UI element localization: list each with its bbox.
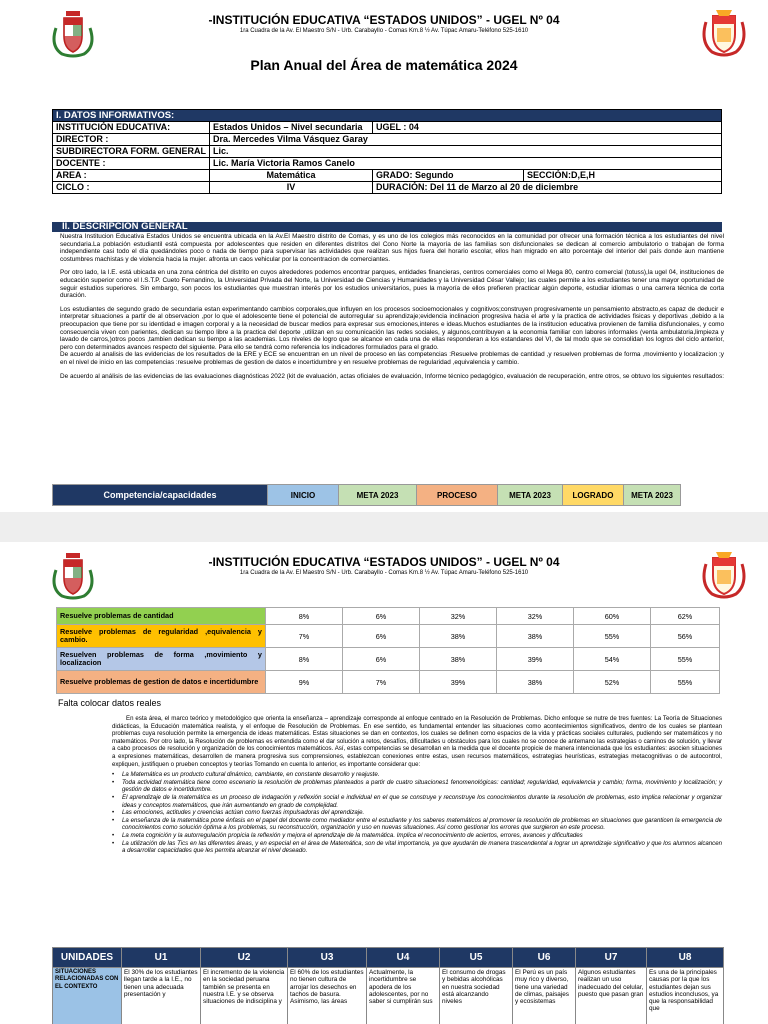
descripcion-paragraph: Nuestra Institucion Educativa Estados Unidos se encuentra ubicada en la Av.El Maestro distrito de Comas, y es uno de los colegios más reconocidos en la comunidad por ofrecer una formación técnica a los estudiantes del nivel secundaria.La población estudiantil está compuesta por adolescentes que residen en diferentes distritos del Cono Norte la mayoría de las familias son disfuncionales se dedican al comercio ambulatorio o trabajan de forma independiente casi todo el día quedándoles poco o nada de tiempo para supervisar las actividades que realizan sus hijos fuera del horario escolar, ellos han migrado en alto porcentaje del interior del país donde aun mantiene costumbres machistas y de violencia hacia la mujer. afronta un caos vehicular por la concentracion de comerciantes. xyxy=(60,233,724,263)
descripcion-heading: II. DESCRIPCIÓN GENERAL xyxy=(52,222,722,232)
ie-value: Estados Unidos – Nivel secundaria xyxy=(210,122,373,134)
result-cell: 6% xyxy=(343,608,420,625)
unidades-header-row xyxy=(53,948,724,968)
unit-cell: Algunos estudiantes realizan un uso inadecuado del celular, puesto que pasan gran xyxy=(576,968,647,1024)
header xyxy=(0,555,768,576)
result-cell: 52% xyxy=(574,671,651,694)
result-cell: 60% xyxy=(574,608,651,625)
unit-header-u8: U8 xyxy=(647,948,724,968)
list-item: • La enseñanza de la matemática pone énfasis en el papel del docente como mediador entre el estudiante y los saberes matemáticos al promover la resolución de problemas en situaciones que garanticen la emergencia de conocimientos como solución óptima a los problemas, su reconstrucción, organización y uso en nuevas situaciones. Así como gestionar los errores que surgieron en este proceso. xyxy=(122,817,722,832)
unit-header-u6: U6 xyxy=(513,948,576,968)
unit-header-u1: U1 xyxy=(122,948,201,968)
result-cell: 9% xyxy=(266,671,343,694)
note-falta-datos: Falta colocar datos reales xyxy=(58,698,162,708)
subdirectora-label: SUBDIRECTORA FORM. GENERAL xyxy=(53,146,210,158)
resultados-row xyxy=(57,648,720,671)
ugel-value: UGEL : 04 xyxy=(373,122,722,134)
result-cell: 8% xyxy=(266,608,343,625)
ciclo-value: IV xyxy=(210,182,373,194)
result-cell: 7% xyxy=(343,671,420,694)
unit-header-u4: U4 xyxy=(367,948,440,968)
ie-label: INSTITUCIÓN EDUCATIVA: xyxy=(53,122,210,134)
result-cell: 38% xyxy=(420,625,497,648)
unit-cell: Es una de la principales causas por la que los estudiantes dejan sus estudios inconclusos, ya que la responsabilidad que xyxy=(647,968,724,1024)
unidades-header: UNIDADES xyxy=(53,948,122,968)
competencia-regularidad: Resuelve problemas de regularidad ,equivalencia y cambio. xyxy=(57,625,266,648)
result-cell: 39% xyxy=(497,648,574,671)
list-item: • Las emociones, actitudes y creencias actúan como fuerzas impulsadoras del aprendizaje. xyxy=(122,809,722,817)
comp-header-meta: META 2023 xyxy=(498,485,563,506)
enfoque-body xyxy=(112,715,722,855)
result-cell: 55% xyxy=(651,648,720,671)
enfoque-paragraph: En esta área, el marco teórico y metodológico que orienta la enseñanza – aprendizaje corresponde al enfoque centrado en la Resolución de Problemas. Dicho enfoque se nutre de tres fuentes: La Teoría de Situaciones didácticas, la Educación matemática realista, y el enfoque de Resolución de Problemas. En ese sentido, es fundamental entender las situaciones como acontecimientos significativos, dentro de los cuales se plantean problemas cuya resolución permite la emergencia de ideas matemáticas. Estas situaciones se dan en contextos, los cuales se definen como espacios de la vida y prácticas sociales culturales, pudiendo ser matemáticos y no matemáticos. Por otro lado, la Resolución de problemas es entendida como el dar solución a retos, desafíos, dificultades u obstáculos para los cuales no se conoce de antemano las estrategias o caminos de solución, y llevar a cabo procesos de resolución y organización de los conocimientos matemáticos. Así, estas competencias se desarrollan en la medida que el docente propicie de manera intencionada que los estudiantes: asocien situaciones a expresiones matemáticas, desarrollen de manera progresiva sus comprensiones, establezcan conexiones entre estas, usen recursos matemáticos, estrategias heurísticas, estrategias metacognitivas o de autocontrol, expliquen, justifiquen o prueben conceptos y teorías Tomando en cuenta lo anterior, es importante considerar que: xyxy=(112,715,722,768)
duracion-value: DURACIÓN: Del 11 de Marzo al 20 de diciembre xyxy=(373,182,722,194)
header xyxy=(0,13,768,34)
result-cell: 56% xyxy=(651,625,720,648)
docente-label: DOCENTE : xyxy=(53,158,210,170)
descripcion-body xyxy=(60,233,724,386)
descripcion-paragraph: Por otro lado, la I.E. está ubicada en una zona céntrica del distrito en cuyos alrededores podemos encontrar parques, entidades financieras, centros comerciales como el Mega 80, centro comercial (totuss),la ugel 04, instituciones de educación superior como el I.S.T.P. Cueto Fernandino, la Universidad Privada del Norte, la Universidad de Ciencias y Humanidades y la Universidad César Vallejo; las cuales permite a los estudiantes tener una mayor oportunidad de seguir estudios superiores. Sin embargo, son pocos los estudiantes que muestran interés por los estudios universitarios, pues la mayoría de ellos prefieren practicar algún deporte, estudiar idiomas o una carrera técnica de corta duración. xyxy=(60,269,724,300)
competencia-cantidad: Resuelve problemas de cantidad xyxy=(57,608,266,625)
list-item: • El aprendizaje de la matemática es un proceso de indagación y reflexión social e individual en el que se construye y reconstruye los conocimientos durante la resolución de problemas, esto implica relacionar y organizar ideas y conceptos matemáticos, que irán aumentando en grado de complejidad. xyxy=(122,794,722,809)
situaciones-row xyxy=(53,968,724,1024)
unit-cell: El 60% de los estudiantes no tienen cultura de arrojar los desechos en tachos de basura. Asimismo, las áreas xyxy=(288,968,367,1024)
resultados-row xyxy=(57,625,720,648)
director-value: Dra. Mercedes Vilma Vásquez Garay xyxy=(210,134,722,146)
page-separator xyxy=(0,512,768,542)
unit-cell: El consumo de drogas y bebidas alcohólicas en nuestra sociedad está alcanzando niveles xyxy=(440,968,513,1024)
datos-informativos-heading: I. DATOS INFORMATIVOS: xyxy=(53,110,722,122)
resultados-row xyxy=(57,608,720,625)
result-cell: 55% xyxy=(651,671,720,694)
comp-header-meta: META 2023 xyxy=(624,485,681,506)
unit-header-u3: U3 xyxy=(288,948,367,968)
page-2 xyxy=(0,542,768,1024)
unit-cell: Actualmente, la incertidumbre se apodera de los adolescentes, por no saber si cumplirán sus xyxy=(367,968,440,1024)
competencias-header-table xyxy=(52,484,681,506)
result-cell: 55% xyxy=(574,625,651,648)
competencia-gestion: Resuelve problemas de gestion de datos e incertidumbre xyxy=(57,671,266,694)
result-cell: 6% xyxy=(343,625,420,648)
comp-header-competencia: Competencia/capacidades xyxy=(53,485,268,506)
comp-header-logrado: LOGRADO xyxy=(563,485,624,506)
list-item: • Toda actividad matemática tiene como escenario la resolución de problemas planteados a partir de cuatro situaciones1 fenomenológicas: cantidad; regularidad, equivalencia y cambio; forma, movimiento y localización; y gestión de datos e incertidumbre. xyxy=(122,779,722,794)
area-value: Matemática xyxy=(210,170,373,182)
unit-cell: El Perú es un país muy rico y diverso, tiene una variedad de climas, paisajes y ecosistemas xyxy=(513,968,576,1024)
result-cell: 38% xyxy=(420,648,497,671)
descripcion-paragraph: De acuerdo al análisis de las evidencias de las evaluaciones diagnósticas 2022 (kit de evaluación, actas oficiales de evaluación, Informe técnico pedagógico, evaluación de recuperación, entre otros, se obtuvo los siguientes resultados: xyxy=(60,372,724,380)
institution-title: -INSTITUCIÓN EDUCATIVA “ESTADOS UNIDOS” - UGEL Nº 04 xyxy=(208,555,560,569)
result-cell: 62% xyxy=(651,608,720,625)
unidades-table xyxy=(52,947,724,1024)
enfoque-bullet-list xyxy=(112,771,722,855)
unit-cell: El incremento de la violencia en la sociedad peruana también se presenta en nuestra I.E. y se observa situaciones de indisciplina y xyxy=(201,968,288,1024)
result-cell: 32% xyxy=(420,608,497,625)
comp-header-proceso: PROCESO xyxy=(417,485,498,506)
result-cell: 38% xyxy=(497,625,574,648)
institution-title: -INSTITUCIÓN EDUCATIVA “ESTADOS UNIDOS” - UGEL Nº 04 xyxy=(208,13,560,27)
datos-informativos-table xyxy=(52,109,722,194)
list-item: • La Matemática es un producto cultural dinámico, cambiante, en constante desarrollo y reajuste. xyxy=(122,771,722,779)
comp-header-meta: META 2023 xyxy=(339,485,417,506)
institution-address: 1ra Cuadra de la Av. El Maestro S/N - Urb. Carabayllo - Comas Km.8 ½ Av. Túpac Amaru-Teléfono 525-1610 xyxy=(239,28,529,34)
descripcion-paragraph: De acuerdo al analisis de las evidencias de los resultados de la ERE y ECE se encuentran en un nivel de proceso en las competencias :Resuelve problemas de cantidad ,y resuelven problemas de forma ,movimiento y localizacion ;y en el nivel de inicio en las competencias :resuelve problemas de gestion de datos e incertidumbre y en resuelve problemas de regularidad ,equivalencia y cambio. xyxy=(60,351,724,366)
area-label: AREA : xyxy=(53,170,210,182)
result-cell: 54% xyxy=(574,648,651,671)
institution-address: 1ra Cuadra de la Av. El Maestro S/N - Urb. Carabayllo - Comas Km.8 ½ Av. Túpac Amaru-Teléfono 525-1610 xyxy=(239,570,529,576)
unit-header-u2: U2 xyxy=(201,948,288,968)
result-cell: 39% xyxy=(420,671,497,694)
seccion-value: SECCIÓN:D,E,H xyxy=(524,170,722,182)
ciclo-label: CICLO : xyxy=(53,182,210,194)
subdirectora-value: Lic. xyxy=(210,146,722,158)
result-cell: 8% xyxy=(266,648,343,671)
result-cell: 7% xyxy=(266,625,343,648)
list-item: • La meta cognición y la autorregulación propicia la reflexión y mejora el aprendizaje de la matemática. Implica el reconocimiento de aciertos, errores, avances y dificultades xyxy=(122,832,722,840)
unit-header-u5: U5 xyxy=(440,948,513,968)
unit-header-u7: U7 xyxy=(576,948,647,968)
docente-value: Lic. María Victoria Ramos Canelo xyxy=(210,158,722,170)
unit-cell: El 30% de los estudiantes llegan tarde a la I.E., no tienen una adecuada presentación y xyxy=(122,968,201,1024)
result-cell: 38% xyxy=(497,671,574,694)
descripcion-paragraph: Los estudiantes de segundo grado de secundaria estan experimentando cambios corporales,que influyen en los procesos socioemocionales y cognitivos;construyen progresivamente un pensamiento abstracto,es capaz de deducir e interpretar situaciones a partir de al observacion ,por lo que el adolescente tiene el potencial de autorregular su aprendizaje;evidencia inclinacion progresiva hacia el arte y la practica de actividades fisicas y deportivas ,debido a la preocupacion que tiene por su identidad e imagen corporal y a la necesidad de buscar medios para expresar sus emociones,interes e ideas.Muchos estudiantes de la institucion educativa provienen de familia disfuncionales, y como consecuencia viven con parientes, dedican su tiempo libre a la practica del deporte ,utilizan en su comunicación las redes sociales, y algunos,contribuyen a la economia familiar con labores informales (venta ambulatoria,limpieza y lavado de carros,)otros pocos ,tambien dedican su tiempo a las academias. Los niveles de logro que se alcance en cada una de ellas responderan a los estandares del VI, de tal modo que se consolidan los logros del ciclo anterior, pero con determinados avances respecto del siguiente. Para ello se tendrá como referencia los indicadores formulados para el grado. xyxy=(60,305,724,351)
result-cell: 32% xyxy=(497,608,574,625)
comp-header-inicio: INICIO xyxy=(268,485,339,506)
situaciones-label: SITUACIONES RELACIONADAS CON EL CONTEXTO xyxy=(53,968,122,1024)
result-cell: 6% xyxy=(343,648,420,671)
plan-title: Plan Anual del Área de matemática 2024 xyxy=(250,57,518,73)
resultados-table xyxy=(56,607,720,694)
resultados-row xyxy=(57,671,720,694)
director-label: DIRECTOR : xyxy=(53,134,210,146)
list-item: • La utilización de las Tics en las diferentes áreas, y en especial en el área de Matemática, son de vital importancia, ya que ayudarán de manera trascendental a lograr un aprendizaje significativo y que los alumnos alcancen a desarrollar capacidades que les permita alcanzar el nivel deseado. xyxy=(122,840,722,855)
grado-value: GRADO: Segundo xyxy=(373,170,524,182)
competencia-forma: Resuelven problemas de forma ,movimiento y localizacion xyxy=(57,648,266,671)
